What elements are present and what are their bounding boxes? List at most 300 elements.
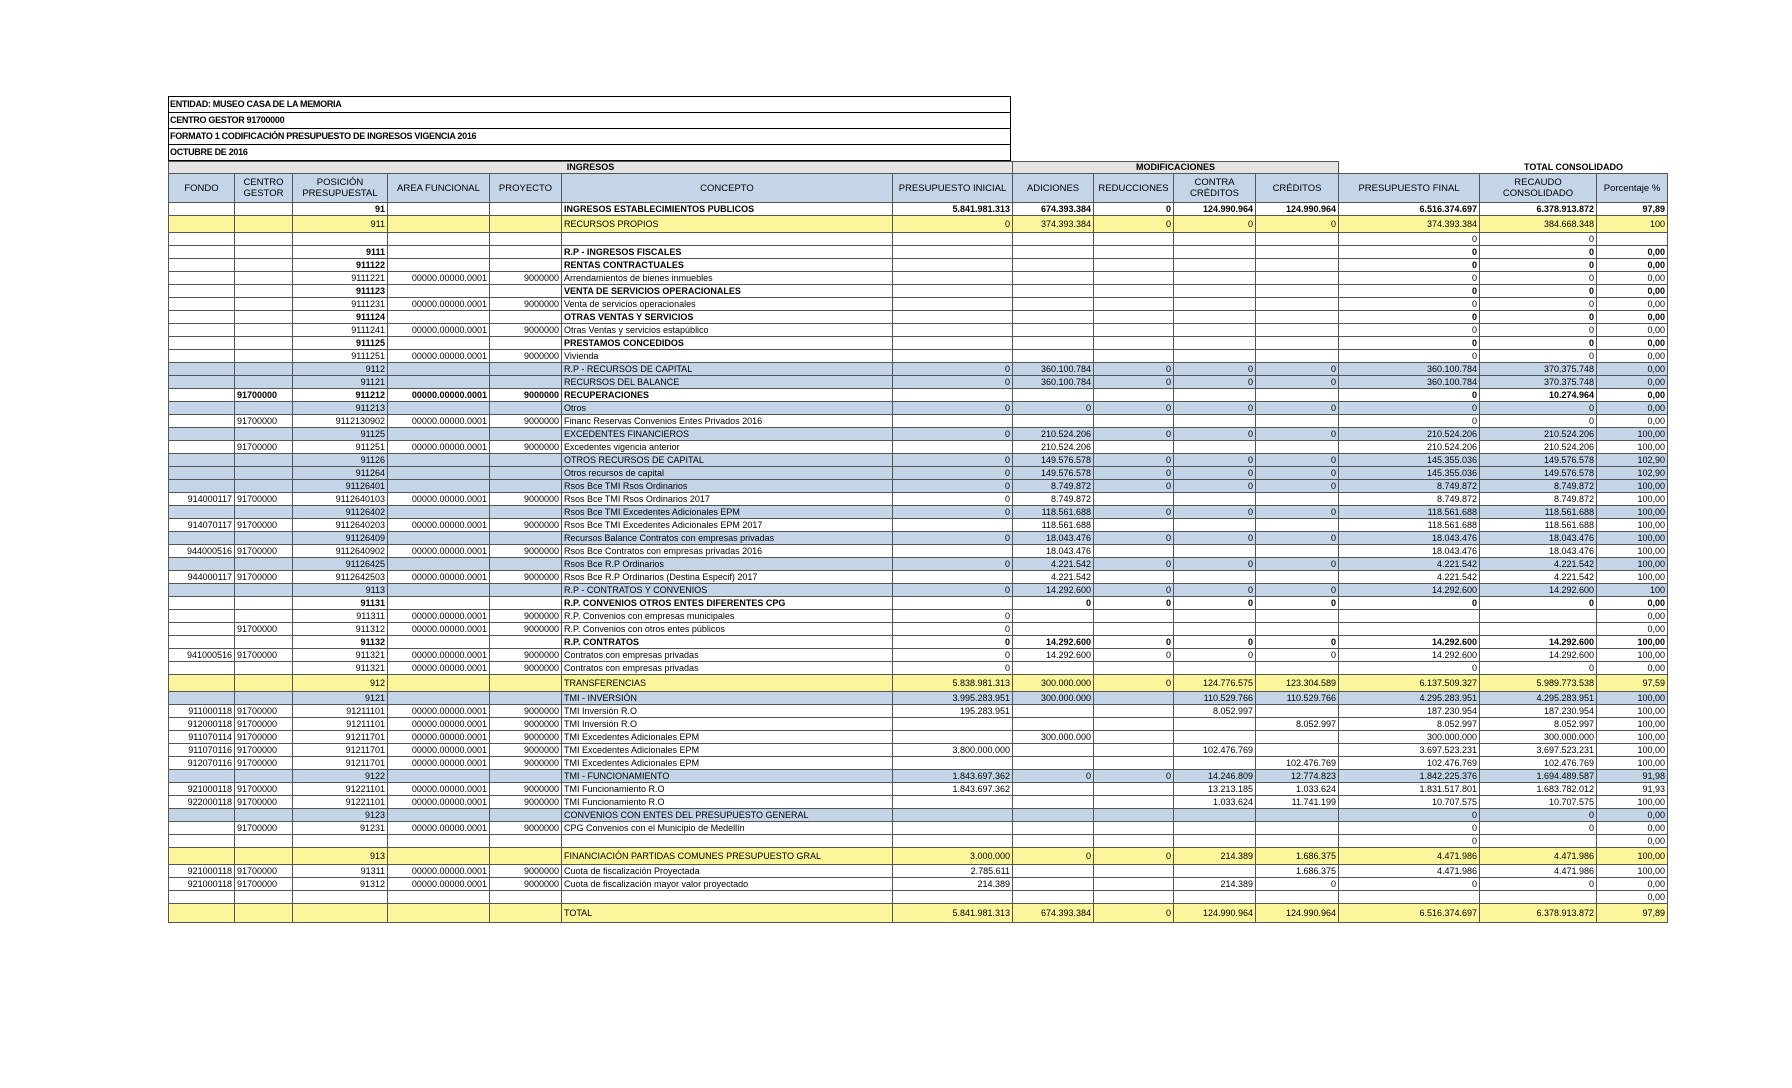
cell-presupuesto-final: 0 [1339, 337, 1480, 350]
cell-concepto [562, 891, 893, 904]
cell-creditos [1256, 233, 1339, 246]
table-row [169, 623, 1668, 636]
cell-presupuesto-final: 0 [1339, 298, 1480, 311]
cell-adiciones [1013, 285, 1094, 298]
cell-presupuesto-final [1339, 623, 1480, 636]
cell-recaudo: 0 [1480, 337, 1597, 350]
cell-presupuesto-inicial: 0 [893, 610, 1013, 623]
cell-contra-creditos: 214.389 [1174, 848, 1256, 865]
cell-posicion: 9112640103 [293, 493, 388, 506]
cell-concepto: R.P. Convenios con empresas municipales [562, 610, 893, 623]
cell-creditos [1256, 809, 1339, 822]
cell-adiciones: 674.393.384 [1013, 203, 1094, 216]
cell-fondo: 912070116 [169, 757, 235, 770]
table-row [169, 363, 1668, 376]
cell-fondo: 911000118 [169, 705, 235, 718]
column-header-presupuesto-inicial: PRESUPUESTO INICIAL [893, 174, 1013, 203]
cell-proyecto: 9000000 [490, 783, 562, 796]
cell-proyecto [490, 467, 562, 480]
table-row [169, 203, 1668, 216]
cell-reducciones [1094, 493, 1174, 506]
cell-adiciones [1013, 246, 1094, 259]
cell-area-funcional [388, 636, 490, 649]
table-row [169, 298, 1668, 311]
cell-recaudo: 4.295.283.951 [1480, 692, 1597, 705]
cell-centro-gestor [235, 532, 293, 545]
cell-proyecto: 9000000 [490, 731, 562, 744]
cell-porcentaje: 97,59 [1597, 675, 1668, 692]
cell-fondo [169, 428, 235, 441]
cell-porcentaje: 100,00 [1597, 519, 1668, 532]
cell-posicion: 91131 [293, 597, 388, 610]
cell-area-funcional: 00000.00000.0001 [388, 865, 490, 878]
cell-centro-gestor: 91700000 [235, 865, 293, 878]
cell-posicion: 911212 [293, 389, 388, 402]
cell-creditos: 0 [1256, 428, 1339, 441]
cell-area-funcional: 00000.00000.0001 [388, 545, 490, 558]
cell-proyecto [490, 337, 562, 350]
cell-contra-creditos [1174, 809, 1256, 822]
group-header-row [169, 162, 1668, 174]
cell-adiciones: 149.576.578 [1013, 467, 1094, 480]
table-row [169, 402, 1668, 415]
cell-reducciones [1094, 285, 1174, 298]
cell-posicion: 91125 [293, 428, 388, 441]
cell-concepto [562, 835, 893, 848]
cell-centro-gestor: 91700000 [235, 545, 293, 558]
cell-fondo [169, 532, 235, 545]
cell-centro-gestor [235, 285, 293, 298]
cell-recaudo [1480, 610, 1597, 623]
cell-centro-gestor [235, 506, 293, 519]
cell-posicion: 91221101 [293, 783, 388, 796]
table-row [169, 545, 1668, 558]
cell-adiciones [1013, 610, 1094, 623]
cell-contra-creditos: 0 [1174, 402, 1256, 415]
cell-centro-gestor [235, 558, 293, 571]
cell-porcentaje: 100,00 [1597, 744, 1668, 757]
cell-recaudo: 8.749.872 [1480, 480, 1597, 493]
cell-adiciones: 118.561.688 [1013, 519, 1094, 532]
cell-contra-creditos: 0 [1174, 532, 1256, 545]
cell-adiciones: 18.043.476 [1013, 545, 1094, 558]
cell-proyecto: 9000000 [490, 389, 562, 402]
cell-centro-gestor: 91700000 [235, 757, 293, 770]
cell-reducciones [1094, 692, 1174, 705]
cell-adiciones [1013, 389, 1094, 402]
cell-concepto: RECURSOS PROPIOS [562, 216, 893, 233]
cell-presupuesto-final: 0 [1339, 389, 1480, 402]
cell-reducciones [1094, 324, 1174, 337]
cell-fondo [169, 259, 235, 272]
cell-creditos: 0 [1256, 402, 1339, 415]
cell-proyecto: 9000000 [490, 441, 562, 454]
cell-centro-gestor [235, 246, 293, 259]
column-header-area-funcional: AREA FUNCIONAL [388, 174, 490, 203]
cell-creditos: 8.052.997 [1256, 718, 1339, 731]
cell-presupuesto-inicial: 5.838.981.313 [893, 675, 1013, 692]
cell-fondo [169, 770, 235, 783]
table-row [169, 835, 1668, 848]
cell-recaudo: 118.561.688 [1480, 506, 1597, 519]
cell-reducciones [1094, 878, 1174, 891]
cell-creditos [1256, 311, 1339, 324]
cell-centro-gestor: 91700000 [235, 744, 293, 757]
cell-proyecto: 9000000 [490, 610, 562, 623]
cell-presupuesto-final: 360.100.784 [1339, 376, 1480, 389]
cell-creditos: 102.476.769 [1256, 757, 1339, 770]
cell-posicion: 91 [293, 203, 388, 216]
cell-presupuesto-final: 118.561.688 [1339, 506, 1480, 519]
cell-concepto: OTROS RECURSOS DE CAPITAL [562, 454, 893, 467]
cell-reducciones [1094, 259, 1174, 272]
cell-presupuesto-final: 145.355.036 [1339, 454, 1480, 467]
cell-presupuesto-inicial [893, 415, 1013, 428]
column-header-proyecto: PROYECTO [490, 174, 562, 203]
cell-proyecto [490, 203, 562, 216]
table-row [169, 597, 1668, 610]
cell-centro-gestor [235, 770, 293, 783]
cell-proyecto [490, 770, 562, 783]
cell-adiciones [1013, 415, 1094, 428]
cell-centro-gestor [235, 610, 293, 623]
cell-porcentaje: 0,00 [1597, 298, 1668, 311]
table-row [169, 610, 1668, 623]
cell-porcentaje: 100,00 [1597, 558, 1668, 571]
cell-fondo: 921000118 [169, 878, 235, 891]
cell-adiciones [1013, 757, 1094, 770]
cell-creditos: 0 [1256, 363, 1339, 376]
cell-concepto: Financ Reservas Convenios Entes Privados 2016 [562, 415, 893, 428]
cell-porcentaje: 100,00 [1597, 848, 1668, 865]
cell-presupuesto-inicial: 0 [893, 428, 1013, 441]
cell-centro-gestor: 91700000 [235, 783, 293, 796]
cell-recaudo: 0 [1480, 809, 1597, 822]
cell-proyecto [490, 506, 562, 519]
table-row [169, 389, 1668, 402]
cell-contra-creditos [1174, 298, 1256, 311]
cell-presupuesto-inicial [893, 835, 1013, 848]
table-row [169, 757, 1668, 770]
cell-proyecto [490, 376, 562, 389]
cell-centro-gestor [235, 311, 293, 324]
table-row [169, 822, 1668, 835]
cell-porcentaje: 0,00 [1597, 350, 1668, 363]
cell-concepto: Otras Ventas y servicios estapúblico [562, 324, 893, 337]
column-header-posicion: POSICIÓN PRESUPUESTAL [293, 174, 388, 203]
cell-presupuesto-inicial: 0 [893, 216, 1013, 233]
cell-fondo: 941000516 [169, 649, 235, 662]
cell-concepto: TMI Excedentes Adicionales EPM [562, 731, 893, 744]
cell-centro-gestor: 91700000 [235, 389, 293, 402]
group-modificaciones: MODIFICACIONES [1013, 162, 1339, 174]
cell-adiciones: 300.000.000 [1013, 692, 1094, 705]
cell-reducciones [1094, 623, 1174, 636]
cell-adiciones: 0 [1013, 402, 1094, 415]
cell-reducciones: 0 [1094, 597, 1174, 610]
cell-concepto: R.P. CONTRATOS [562, 636, 893, 649]
cell-concepto: VENTA DE SERVICIOS OPERACIONALES [562, 285, 893, 298]
cell-adiciones: 374.393.384 [1013, 216, 1094, 233]
table-row [169, 904, 1668, 923]
cell-creditos [1256, 298, 1339, 311]
table-row [169, 584, 1668, 597]
cell-fondo [169, 454, 235, 467]
cell-presupuesto-final: 0 [1339, 259, 1480, 272]
cell-centro-gestor [235, 597, 293, 610]
cell-reducciones: 0 [1094, 402, 1174, 415]
cell-adiciones: 210.524.206 [1013, 428, 1094, 441]
cell-centro-gestor [235, 233, 293, 246]
cell-porcentaje: 102,90 [1597, 467, 1668, 480]
period-line: OCTUBRE DE 2016 [169, 145, 1010, 161]
cell-porcentaje: 100 [1597, 584, 1668, 597]
table-row [169, 662, 1668, 675]
cell-concepto: RENTAS CONTRACTUALES [562, 259, 893, 272]
cell-proyecto: 9000000 [490, 272, 562, 285]
cell-adiciones [1013, 298, 1094, 311]
cell-contra-creditos [1174, 610, 1256, 623]
cell-concepto: R.P. CONVENIOS OTROS ENTES DIFERENTES CPG [562, 597, 893, 610]
cell-contra-creditos [1174, 311, 1256, 324]
cell-presupuesto-final: 4.221.542 [1339, 571, 1480, 584]
cell-adiciones [1013, 662, 1094, 675]
cell-fondo [169, 597, 235, 610]
cell-reducciones: 0 [1094, 848, 1174, 865]
cell-contra-creditos [1174, 662, 1256, 675]
cell-recaudo: 3.697.523.231 [1480, 744, 1597, 757]
cell-recaudo: 0 [1480, 662, 1597, 675]
cell-fondo [169, 904, 235, 923]
cell-area-funcional: 00000.00000.0001 [388, 796, 490, 809]
cell-presupuesto-inicial [893, 324, 1013, 337]
cell-adiciones: 18.043.476 [1013, 532, 1094, 545]
cell-proyecto: 9000000 [490, 744, 562, 757]
cell-adiciones [1013, 272, 1094, 285]
cell-presupuesto-final: 0 [1339, 878, 1480, 891]
cell-proyecto: 9000000 [490, 298, 562, 311]
table-row [169, 480, 1668, 493]
cell-creditos [1256, 731, 1339, 744]
cell-porcentaje: 100,00 [1597, 441, 1668, 454]
cell-proyecto: 9000000 [490, 796, 562, 809]
cell-reducciones [1094, 571, 1174, 584]
cell-creditos: 123.304.589 [1256, 675, 1339, 692]
budget-sheet [168, 96, 1668, 923]
cell-centro-gestor: 91700000 [235, 796, 293, 809]
cell-porcentaje: 100,00 [1597, 532, 1668, 545]
cell-concepto: RECUPERACIONES [562, 389, 893, 402]
cell-concepto: Excedentes vigencia anterior [562, 441, 893, 454]
cell-posicion: 9112 [293, 363, 388, 376]
cell-centro-gestor: 91700000 [235, 623, 293, 636]
cell-presupuesto-inicial [893, 545, 1013, 558]
cell-creditos [1256, 545, 1339, 558]
cell-adiciones [1013, 705, 1094, 718]
cell-presupuesto-final: 1.842.225.376 [1339, 770, 1480, 783]
cell-concepto: Rsos Bce R.P Ordinarios [562, 558, 893, 571]
cell-area-funcional: 00000.00000.0001 [388, 744, 490, 757]
cell-porcentaje: 100,00 [1597, 493, 1668, 506]
cell-reducciones [1094, 415, 1174, 428]
cell-contra-creditos [1174, 324, 1256, 337]
cell-area-funcional: 00000.00000.0001 [388, 662, 490, 675]
cell-presupuesto-final: 6.516.374.697 [1339, 904, 1480, 923]
cell-centro-gestor [235, 376, 293, 389]
cell-fondo [169, 285, 235, 298]
cell-porcentaje: 0,00 [1597, 311, 1668, 324]
cell-presupuesto-final: 0 [1339, 272, 1480, 285]
cell-concepto: Contratos con empresas privadas [562, 662, 893, 675]
cell-recaudo: 210.524.206 [1480, 428, 1597, 441]
table-row [169, 571, 1668, 584]
cell-fondo [169, 415, 235, 428]
cell-posicion: 91312 [293, 878, 388, 891]
cell-recaudo: 1.683.782.012 [1480, 783, 1597, 796]
cell-reducciones [1094, 757, 1174, 770]
cell-fondo: 914070117 [169, 519, 235, 532]
cell-presupuesto-final: 0 [1339, 350, 1480, 363]
cell-reducciones [1094, 337, 1174, 350]
cell-recaudo: 18.043.476 [1480, 545, 1597, 558]
cell-presupuesto-final: 0 [1339, 415, 1480, 428]
report-header [168, 96, 1011, 161]
cell-proyecto [490, 675, 562, 692]
cell-concepto: TMI Inversión R.O [562, 718, 893, 731]
cell-adiciones [1013, 337, 1094, 350]
cell-area-funcional [388, 584, 490, 597]
cell-presupuesto-final: 6.516.374.697 [1339, 203, 1480, 216]
cell-creditos: 0 [1256, 636, 1339, 649]
cell-posicion [293, 233, 388, 246]
cell-presupuesto-inicial [893, 822, 1013, 835]
cell-presupuesto-inicial: 0 [893, 532, 1013, 545]
cell-concepto: Vivienda [562, 350, 893, 363]
cell-posicion: 9111 [293, 246, 388, 259]
cell-contra-creditos [1174, 441, 1256, 454]
cell-presupuesto-final: 210.524.206 [1339, 441, 1480, 454]
cell-posicion: 91126409 [293, 532, 388, 545]
cell-porcentaje: 0,00 [1597, 610, 1668, 623]
cell-fondo [169, 467, 235, 480]
cell-posicion: 91311 [293, 865, 388, 878]
cell-presupuesto-inicial: 5.841.981.313 [893, 203, 1013, 216]
cell-adiciones: 300.000.000 [1013, 675, 1094, 692]
cell-area-funcional [388, 203, 490, 216]
cell-area-funcional [388, 428, 490, 441]
cell-reducciones [1094, 311, 1174, 324]
cell-adiciones [1013, 233, 1094, 246]
cell-presupuesto-inicial [893, 519, 1013, 532]
cell-reducciones [1094, 835, 1174, 848]
cell-area-funcional: 00000.00000.0001 [388, 705, 490, 718]
cell-proyecto: 9000000 [490, 662, 562, 675]
cell-presupuesto-inicial: 0 [893, 623, 1013, 636]
cell-reducciones [1094, 298, 1174, 311]
cell-creditos: 0 [1256, 454, 1339, 467]
table-row [169, 285, 1668, 298]
cell-creditos [1256, 891, 1339, 904]
cell-area-funcional: 00000.00000.0001 [388, 649, 490, 662]
cell-posicion: 911321 [293, 662, 388, 675]
cell-creditos: 124.990.964 [1256, 203, 1339, 216]
cell-adiciones [1013, 878, 1094, 891]
cell-proyecto [490, 246, 562, 259]
cell-fondo [169, 506, 235, 519]
cell-centro-gestor: 91700000 [235, 415, 293, 428]
cell-presupuesto-final: 10.707.575 [1339, 796, 1480, 809]
cell-creditos [1256, 623, 1339, 636]
cell-reducciones: 0 [1094, 480, 1174, 493]
cell-creditos [1256, 350, 1339, 363]
cell-presupuesto-inicial: 195.283.951 [893, 705, 1013, 718]
cell-centro-gestor [235, 454, 293, 467]
cell-proyecto [490, 692, 562, 705]
cell-creditos: 1.686.375 [1256, 848, 1339, 865]
cell-posicion: 911123 [293, 285, 388, 298]
cell-recaudo: 0 [1480, 597, 1597, 610]
cell-area-funcional: 00000.00000.0001 [388, 623, 490, 636]
cell-proyecto: 9000000 [490, 415, 562, 428]
cell-recaudo [1480, 891, 1597, 904]
cell-presupuesto-final: 145.355.036 [1339, 467, 1480, 480]
cell-presupuesto-final: 0 [1339, 662, 1480, 675]
cell-area-funcional [388, 233, 490, 246]
cell-fondo [169, 311, 235, 324]
cell-presupuesto-inicial: 0 [893, 480, 1013, 493]
cell-presupuesto-final: 3.697.523.231 [1339, 744, 1480, 757]
cell-reducciones: 0 [1094, 216, 1174, 233]
cell-posicion: 91221101 [293, 796, 388, 809]
cell-presupuesto-inicial: 3.800.000.000 [893, 744, 1013, 757]
cell-presupuesto-final: 0 [1339, 246, 1480, 259]
table-row [169, 718, 1668, 731]
cell-concepto: Rsos Bce Contratos con empresas privadas 2016 [562, 545, 893, 558]
cell-adiciones [1013, 891, 1094, 904]
cell-proyecto: 9000000 [490, 705, 562, 718]
cell-porcentaje: 0,00 [1597, 415, 1668, 428]
cell-reducciones [1094, 350, 1174, 363]
cell-fondo [169, 848, 235, 865]
cell-adiciones: 4.221.542 [1013, 558, 1094, 571]
cell-contra-creditos [1174, 822, 1256, 835]
cell-porcentaje: 0,00 [1597, 822, 1668, 835]
table-row [169, 519, 1668, 532]
cell-porcentaje: 0,00 [1597, 809, 1668, 822]
cell-proyecto [490, 233, 562, 246]
cell-recaudo: 0 [1480, 246, 1597, 259]
cell-concepto: CPG Convenios con el Municipio de Medellín [562, 822, 893, 835]
cell-concepto: Rsos Bce TMI Rsos Ordinarios [562, 480, 893, 493]
cell-proyecto [490, 891, 562, 904]
cell-proyecto: 9000000 [490, 519, 562, 532]
cell-posicion: 9123 [293, 809, 388, 822]
cell-concepto: Cuota de fiscalización mayor valor proyectado [562, 878, 893, 891]
cell-reducciones [1094, 441, 1174, 454]
cell-adiciones: 300.000.000 [1013, 731, 1094, 744]
cell-contra-creditos: 0 [1174, 597, 1256, 610]
cell-centro-gestor: 91700000 [235, 571, 293, 584]
cell-recaudo: 14.292.600 [1480, 649, 1597, 662]
cell-recaudo: 8.749.872 [1480, 493, 1597, 506]
cell-presupuesto-inicial: 0 [893, 493, 1013, 506]
cell-adiciones: 8.749.872 [1013, 480, 1094, 493]
cell-presupuesto-final: 0 [1339, 311, 1480, 324]
cell-centro-gestor: 91700000 [235, 822, 293, 835]
cell-concepto: Otros [562, 402, 893, 415]
cell-recaudo: 6.378.913.872 [1480, 203, 1597, 216]
cell-recaudo: 0 [1480, 350, 1597, 363]
